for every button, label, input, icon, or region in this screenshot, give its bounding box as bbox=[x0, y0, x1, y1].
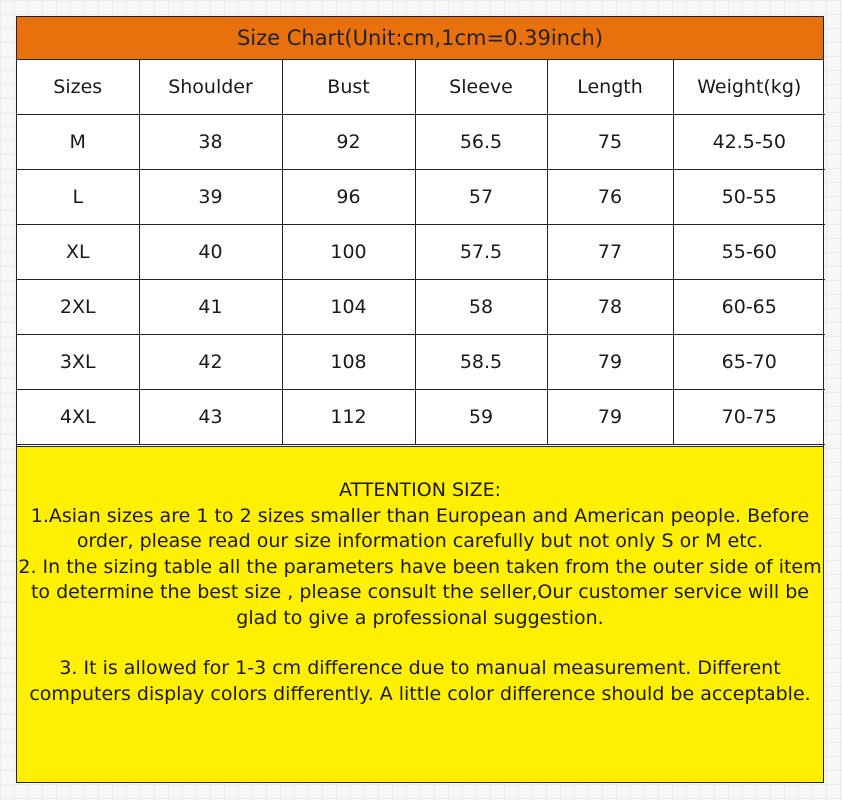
shoulder-cell: 40 bbox=[139, 225, 282, 280]
table-row bbox=[17, 390, 825, 445]
shoulder-cell: 41 bbox=[139, 280, 282, 335]
sleeve-cell: 58.5 bbox=[415, 335, 547, 390]
table-row bbox=[17, 225, 825, 280]
weight-cell: 60-65 bbox=[673, 280, 825, 335]
header-shoulder: Shoulder bbox=[139, 60, 282, 115]
table-row bbox=[17, 115, 825, 170]
table-row bbox=[17, 170, 825, 225]
header-sizes: Sizes bbox=[17, 60, 139, 115]
note-measurement-method: 2. In the sizing table all the parameters have been taken from the outer side of item to determine the best size , please consult the seller,Our customer service will be glad to give a professional suggestion. bbox=[18, 555, 822, 629]
weight-cell: 55-60 bbox=[673, 225, 825, 280]
note-asian-sizes: 1.Asian sizes are 1 to 2 sizes smaller than European and American people. Before order, please read our size information carefully but not only S or M etc. bbox=[30, 504, 810, 552]
notes-spacer bbox=[17, 631, 823, 656]
sleeve-cell: 59 bbox=[415, 390, 547, 445]
sleeve-cell: 58 bbox=[415, 280, 547, 335]
size-chart bbox=[16, 16, 824, 783]
length-cell: 76 bbox=[547, 170, 673, 225]
bust-cell: 96 bbox=[282, 170, 415, 225]
notes-heading: ATTENTION SIZE: bbox=[338, 479, 502, 501]
size-cell: XL bbox=[17, 225, 139, 280]
weight-cell: 42.5-50 bbox=[673, 115, 825, 170]
shoulder-cell: 39 bbox=[139, 170, 282, 225]
bust-cell: 104 bbox=[282, 280, 415, 335]
size-chart-title: Size Chart(Unit:cm,1cm=0.39inch) bbox=[17, 17, 823, 60]
size-table bbox=[17, 60, 825, 445]
shoulder-cell: 43 bbox=[139, 390, 282, 445]
header-sleeve: Sleeve bbox=[415, 60, 547, 115]
header-length: Length bbox=[547, 60, 673, 115]
sleeve-cell: 56.5 bbox=[415, 115, 547, 170]
table-row bbox=[17, 280, 825, 335]
size-cell: L bbox=[17, 170, 139, 225]
weight-cell: 70-75 bbox=[673, 390, 825, 445]
bust-cell: 92 bbox=[282, 115, 415, 170]
size-cell: 2XL bbox=[17, 280, 139, 335]
length-cell: 78 bbox=[547, 280, 673, 335]
weight-cell: 50-55 bbox=[673, 170, 825, 225]
weight-cell: 65-70 bbox=[673, 335, 825, 390]
bust-cell: 108 bbox=[282, 335, 415, 390]
sleeve-cell: 57.5 bbox=[415, 225, 547, 280]
size-cell: M bbox=[17, 115, 139, 170]
table-header-row bbox=[17, 60, 825, 115]
size-cell: 4XL bbox=[17, 390, 139, 445]
shoulder-cell: 38 bbox=[139, 115, 282, 170]
length-cell: 75 bbox=[547, 115, 673, 170]
bust-cell: 112 bbox=[282, 390, 415, 445]
bust-cell: 100 bbox=[282, 225, 415, 280]
length-cell: 77 bbox=[547, 225, 673, 280]
note-difference-tolerance: 3. It is allowed for 1-3 cm difference due to manual measurement. Different computers display colors differently. A little color difference should be acceptable. bbox=[29, 657, 811, 705]
header-weight: Weight(kg) bbox=[673, 60, 825, 115]
table-row bbox=[17, 335, 825, 390]
attention-notes bbox=[17, 446, 823, 782]
sleeve-cell: 57 bbox=[415, 170, 547, 225]
size-cell: 3XL bbox=[17, 335, 139, 390]
shoulder-cell: 42 bbox=[139, 335, 282, 390]
header-bust: Bust bbox=[282, 60, 415, 115]
length-cell: 79 bbox=[547, 390, 673, 445]
length-cell: 79 bbox=[547, 335, 673, 390]
